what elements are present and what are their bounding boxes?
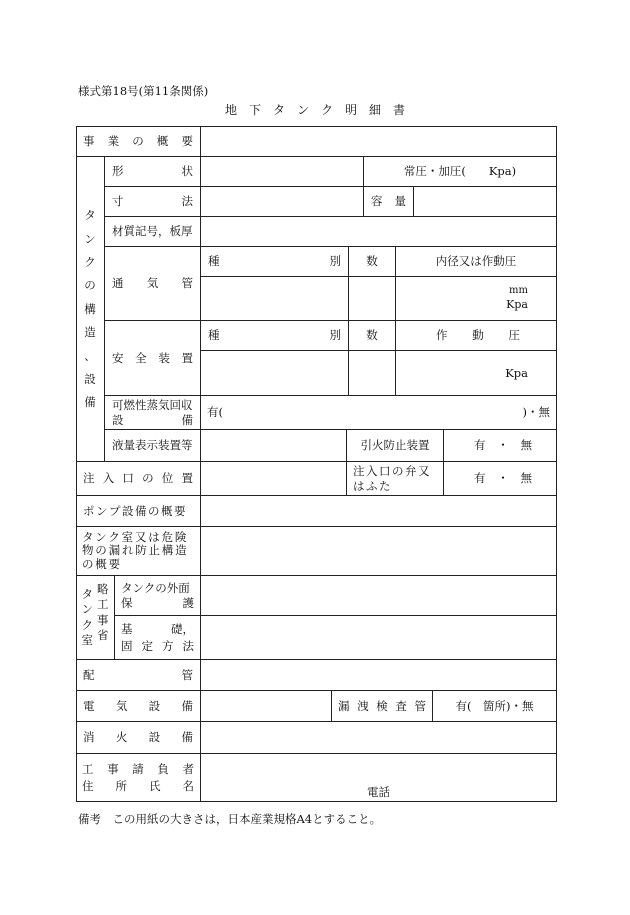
pressure-type xyxy=(364,157,557,187)
vent-pressure-header xyxy=(396,247,557,277)
fire-extinguishing-field[interactable] xyxy=(201,722,557,754)
safety-count-field[interactable] xyxy=(349,351,396,396)
label-char: タ xyxy=(81,587,93,602)
capacity-label xyxy=(364,187,414,217)
vent-type-field[interactable] xyxy=(201,277,349,321)
label-char: 法 xyxy=(181,194,193,209)
label-char: 事 xyxy=(107,762,119,777)
label-char: 圧 xyxy=(508,328,520,343)
dimensions-label xyxy=(105,187,201,217)
label-char: 省 xyxy=(97,627,109,642)
label-char: ン xyxy=(81,602,93,617)
label-char: 設 xyxy=(84,371,96,386)
safety-pressure-header xyxy=(396,321,557,351)
label-char: 有 xyxy=(474,438,486,453)
label-char: 火 xyxy=(115,730,128,745)
label-char: 位 xyxy=(161,471,174,486)
label-char: 気 xyxy=(146,276,159,291)
safety-device-label xyxy=(105,321,201,396)
label-char: 置 xyxy=(181,471,193,486)
label-char: 消 xyxy=(83,730,95,745)
label-char: 状 xyxy=(181,164,193,179)
title-char: 地 xyxy=(224,103,237,117)
label-char: 設 xyxy=(112,413,124,427)
label-char: 無 xyxy=(520,471,532,486)
label-char: 事 xyxy=(97,612,109,627)
label-char: 有 xyxy=(474,471,486,486)
label-char: 注 xyxy=(83,471,95,486)
label-char: の xyxy=(142,471,154,486)
safety-count-text: 数 xyxy=(366,328,378,343)
outer-protection-label xyxy=(115,576,201,616)
vapor-recovery-label xyxy=(105,396,201,430)
label-char: 要 xyxy=(181,133,193,148)
label-char: 置 xyxy=(181,350,193,365)
title-char: 細 xyxy=(369,103,382,117)
tank-room-label xyxy=(76,576,115,660)
inlet-position-field[interactable] xyxy=(201,462,347,496)
form-number: 様式第18号(第11条関係) xyxy=(78,84,209,98)
label-char: 護 xyxy=(182,595,194,610)
label-char: 工 xyxy=(82,762,94,777)
inlet-valve-presence[interactable] xyxy=(444,462,557,496)
leak-detection-presence-text: 有( 箇所)・無 xyxy=(455,698,534,713)
label-char: 備 xyxy=(181,413,193,427)
phone-label: 電話 xyxy=(367,784,390,799)
label-char: ・ xyxy=(497,438,509,453)
pump-overview-text: ポンプ設備の概要 xyxy=(83,503,187,518)
label-char: 住 xyxy=(82,778,94,793)
label-char: 室 xyxy=(81,632,93,647)
electrical-field[interactable] xyxy=(201,691,332,722)
electrical-label xyxy=(76,691,201,722)
label-char: 工 xyxy=(97,597,109,612)
label-char: 名 xyxy=(182,778,194,793)
label-char: 洩 xyxy=(357,698,369,713)
inlet-valve-line2: はふた xyxy=(353,478,392,493)
label-char: 口 xyxy=(122,471,134,486)
business-overview-field[interactable] xyxy=(201,126,557,157)
shape-field[interactable] xyxy=(201,157,364,187)
label-char: ク xyxy=(81,617,93,632)
form-title xyxy=(0,101,630,118)
label-char: 安 xyxy=(112,350,124,365)
label-char: タ xyxy=(84,208,96,223)
label-char: 検 xyxy=(376,698,388,713)
vent-pressure-text: 内径又は作動圧 xyxy=(435,254,517,269)
label-char: 管 xyxy=(181,276,193,291)
label-char: 設 xyxy=(148,698,161,713)
label-char: 管 xyxy=(181,667,193,682)
level-indicator-field[interactable] xyxy=(201,430,347,462)
level-indicator-label xyxy=(105,430,201,462)
label-char: 漏 xyxy=(338,698,350,713)
label-char: ク xyxy=(84,255,96,270)
label-char: 通 xyxy=(112,276,124,291)
label-char: ン xyxy=(84,231,96,246)
leak-prevention-line1: タンク室又は危険 xyxy=(82,530,189,545)
vent-type-header xyxy=(201,247,349,277)
label-char: 量 xyxy=(394,194,406,209)
label-char: 事 xyxy=(83,133,95,148)
label-char: 請 xyxy=(132,762,144,777)
label-char: 別 xyxy=(329,254,341,269)
title-char: 書 xyxy=(393,103,406,117)
label-char: 備 xyxy=(181,698,193,713)
level-indicator-text: 液量表示装置等 xyxy=(112,438,193,453)
outer-protection-line1: タンクの外面 xyxy=(121,581,190,596)
vent-pipe-label xyxy=(105,247,201,321)
material-label xyxy=(105,217,201,247)
label-char: 動 xyxy=(472,328,484,343)
safety-count-header xyxy=(349,321,396,351)
unit-kpa: Kpa xyxy=(506,297,528,311)
label-char: 定 xyxy=(141,638,153,653)
contractor-label xyxy=(76,754,201,802)
label-char: 査 xyxy=(395,698,407,713)
leak-detection-label xyxy=(332,691,433,722)
label-char: 容 xyxy=(371,194,383,209)
presence-prefix: 有( xyxy=(207,405,223,420)
label-char: 設 xyxy=(148,730,161,745)
title-char: タ xyxy=(272,103,285,117)
foundation-field[interactable] xyxy=(201,616,557,660)
label-char: 保 xyxy=(121,595,133,610)
title-char: 下 xyxy=(248,103,261,117)
leak-prevention-line2: 物の漏れ防止構造 xyxy=(82,543,189,558)
label-char: 固 xyxy=(121,638,133,653)
label-char: 装 xyxy=(158,350,170,365)
pump-overview-label xyxy=(76,496,201,527)
outer-protection-field[interactable] xyxy=(201,576,557,616)
label-char: 管 xyxy=(414,698,426,713)
piping-field[interactable] xyxy=(201,660,557,691)
label-char: 種 xyxy=(208,254,220,269)
label-char: 業 xyxy=(107,133,120,148)
label-char: 気 xyxy=(115,698,128,713)
inlet-valve-label xyxy=(347,462,444,496)
label-char: 方 xyxy=(162,638,174,653)
label-char: 寸 xyxy=(112,194,124,209)
label-char: の xyxy=(132,133,144,148)
leak-prevention-label xyxy=(76,527,201,576)
label-char: 全 xyxy=(135,350,147,365)
label-char: 形 xyxy=(112,164,124,179)
presence-suffix: )・無 xyxy=(522,405,550,420)
footnote: 備考 この用紙の大きさは，日本産業規格A4とすること。 xyxy=(78,812,382,826)
foundation-label xyxy=(115,616,201,660)
label-char: 所 xyxy=(115,778,127,793)
label-char: 配 xyxy=(83,667,95,682)
label-char: 基 xyxy=(121,622,133,637)
material-field[interactable] xyxy=(201,217,557,247)
business-overview-label xyxy=(76,126,201,157)
flame-arrester-text: 引火防止装置 xyxy=(360,438,430,453)
piping-label xyxy=(76,660,201,691)
safety-pressure-field[interactable] xyxy=(396,351,557,396)
contractor-field[interactable] xyxy=(201,754,557,802)
unit-mm: mm xyxy=(509,285,528,297)
leak-prevention-field[interactable] xyxy=(201,527,557,576)
label-char: 備 xyxy=(84,395,96,410)
label-char: 概 xyxy=(156,133,169,148)
label-char: 負 xyxy=(157,762,169,777)
pump-overview-field[interactable] xyxy=(201,496,557,527)
label-char: の xyxy=(84,278,96,293)
leak-prevention-line3: の概要 xyxy=(82,556,122,571)
label-char: 種 xyxy=(208,328,220,343)
label-char: 電 xyxy=(83,698,95,713)
vent-pressure-field[interactable] xyxy=(396,277,557,321)
inlet-position-label xyxy=(76,462,201,496)
flame-arrester-presence[interactable] xyxy=(444,430,557,462)
vapor-recovery-field[interactable] xyxy=(201,396,557,430)
label-char: 礎， xyxy=(171,622,194,637)
unit-kpa: Kpa xyxy=(505,365,528,380)
shape-label xyxy=(105,157,201,187)
capacity-field[interactable] xyxy=(414,187,557,217)
label-char: 作 xyxy=(436,328,448,343)
label-char: 別 xyxy=(329,328,341,343)
label-char: 備 xyxy=(181,730,193,745)
label-char: 法 xyxy=(182,638,194,653)
label-char: 造 xyxy=(84,325,96,340)
dimensions-field[interactable] xyxy=(201,187,364,217)
safety-type-field[interactable] xyxy=(201,351,349,396)
label-char: 、 xyxy=(84,348,96,363)
label-char: 無 xyxy=(520,438,532,453)
leak-detection-presence[interactable] xyxy=(433,691,557,722)
label-char: 氏 xyxy=(149,778,161,793)
title-char: ン xyxy=(296,103,309,117)
inlet-valve-line1: 注入口の弁又 xyxy=(353,464,431,479)
title-char: 明 xyxy=(345,103,358,117)
material-text: 材質記号，板厚 xyxy=(112,224,193,239)
label-char: ・ xyxy=(497,471,509,486)
vapor-recovery-line1: 可燃性蒸気回収 xyxy=(112,397,193,412)
fire-extinguishing-label xyxy=(76,722,201,754)
vent-count-field[interactable] xyxy=(349,277,396,321)
vent-count-header xyxy=(349,247,396,277)
label-char: 略 xyxy=(97,582,109,597)
tank-structure-label xyxy=(76,157,105,462)
label-char: 入 xyxy=(102,471,115,486)
label-char: 構 xyxy=(84,301,96,316)
flame-arrester-label xyxy=(347,430,444,462)
title-char: ク xyxy=(321,103,334,117)
pressure-type-text: 常圧・加圧( Kpa) xyxy=(403,164,517,179)
label-char: 者 xyxy=(182,762,194,777)
vent-count-text: 数 xyxy=(366,254,378,269)
safety-type-header xyxy=(201,321,349,351)
